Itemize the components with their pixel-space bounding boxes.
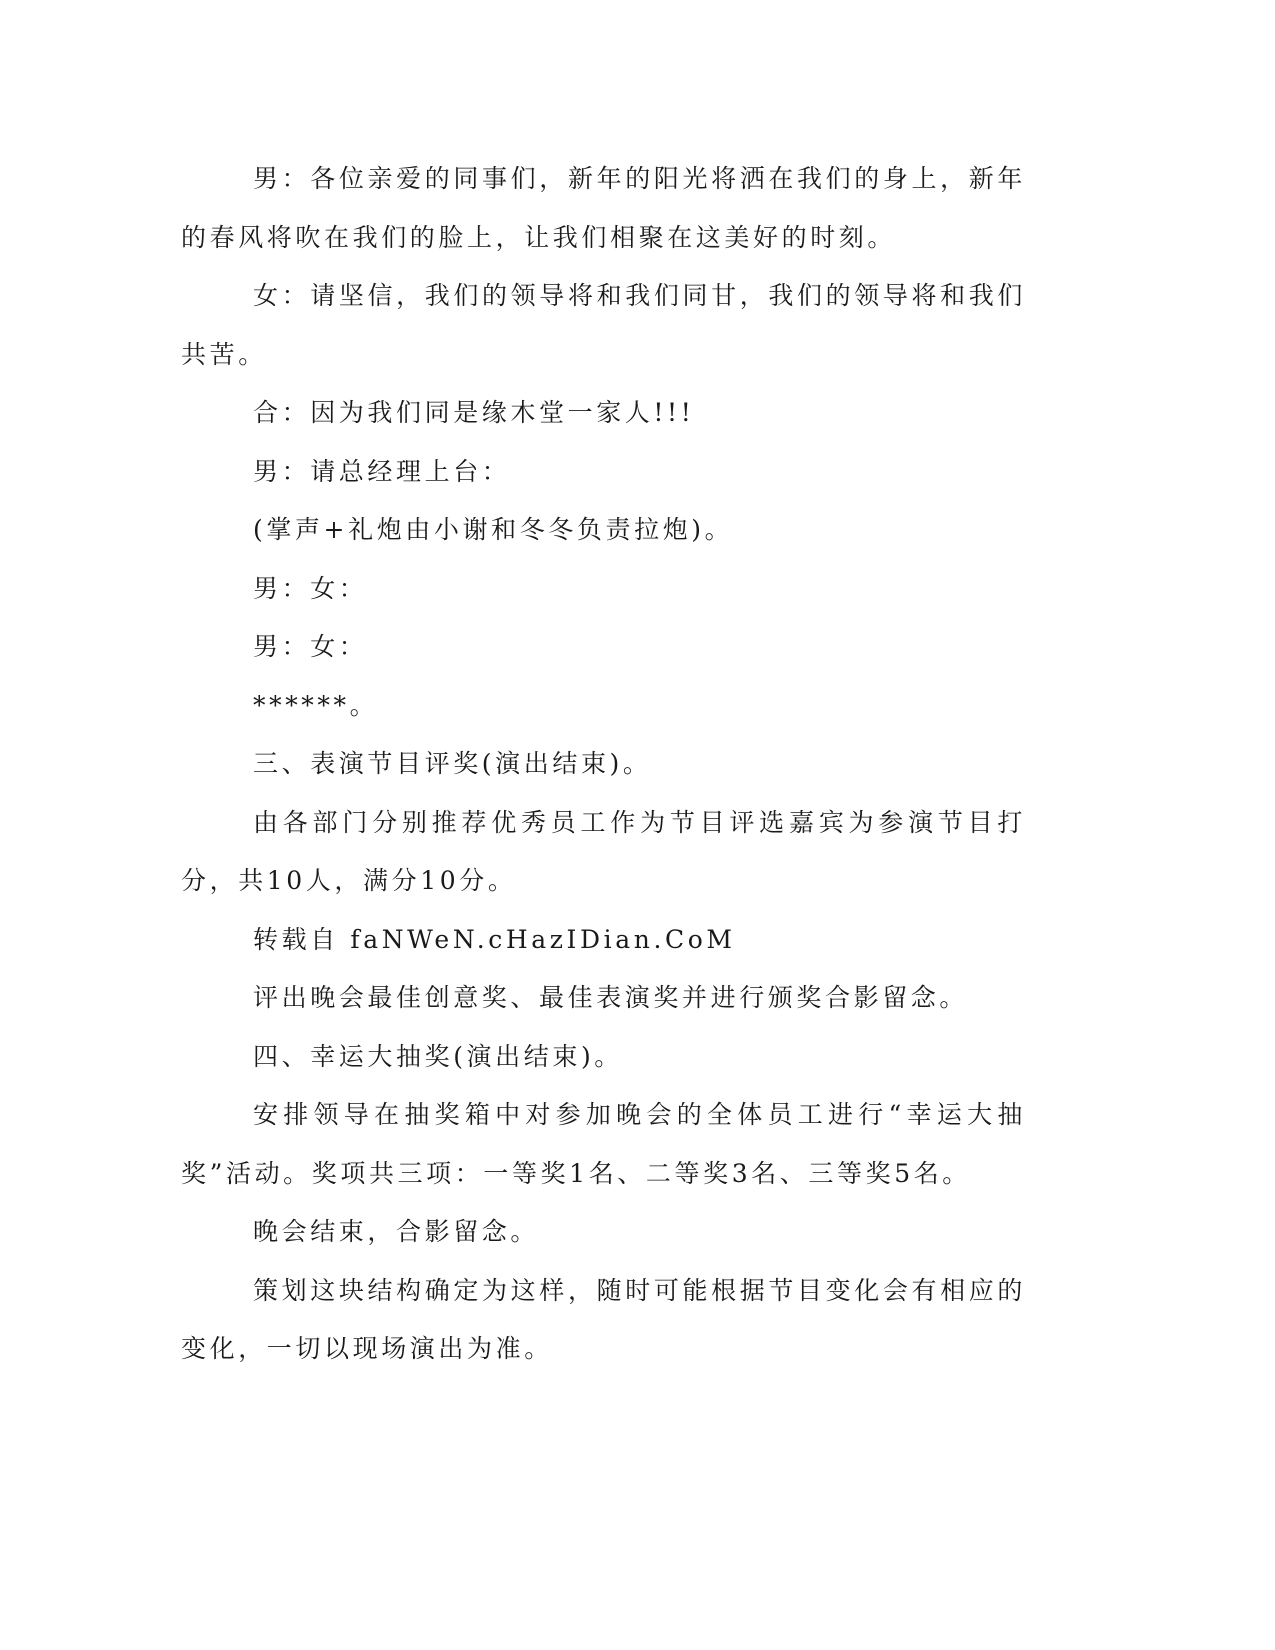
paragraph-source: 转载自 faNWeN.cHazIDian.CoM	[253, 924, 736, 954]
paragraph-asterisks: ******。	[253, 690, 379, 720]
paragraph-hosts-2: 男：女：	[253, 632, 368, 661]
paragraph-invite-manager: 男：请总经理上台：	[253, 456, 511, 486]
section-heading-awards: 三、表演节目评奖(演出结束)。	[253, 749, 652, 778]
paragraph-lottery-details: 安排领导在抽奖箱中对参加晚会的全体员工进行“幸运大抽奖”活动。奖项共三项：一等奖1名、二等奖3名、三等奖5名。	[181, 1100, 1026, 1188]
document-page	[181, 150, 1026, 1379]
paragraph-judges: 由各部门分别推荐优秀员工作为节目评选嘉宾为参演节目打分，共10人，满分10分。	[181, 807, 1026, 895]
paragraph-hosts-1: 男：女：	[253, 573, 368, 603]
paragraph-plan-note: 策划这块结构确定为这样，随时可能根据节目变化会有相应的变化，一切以现场演出为准。	[181, 1275, 1026, 1363]
paragraph-applause: (掌声+礼炮由小谢和冬冬负责拉炮)。	[253, 515, 734, 544]
paragraph-together: 合：因为我们同是缘木堂一家人!!!	[253, 398, 695, 427]
paragraph-award-names: 评出晚会最佳创意奖、最佳表演奖并进行颁奖合影留念。	[253, 983, 969, 1012]
paragraph-closing: 晚会结束，合影留念。	[253, 1217, 540, 1246]
section-heading-lottery: 四、幸运大抽奖(演出结束)。	[253, 1041, 623, 1071]
paragraph-opening-female: 女：请坚信，我们的领导将和我们同甘，我们的领导将和我们共苦。	[181, 281, 1026, 369]
paragraph-opening-male: 男：各位亲爱的同事们，新年的阳光将洒在我们的身上，新年的春风将吹在我们的脸上，让我们相聚在这美好的时刻。	[181, 164, 1026, 252]
